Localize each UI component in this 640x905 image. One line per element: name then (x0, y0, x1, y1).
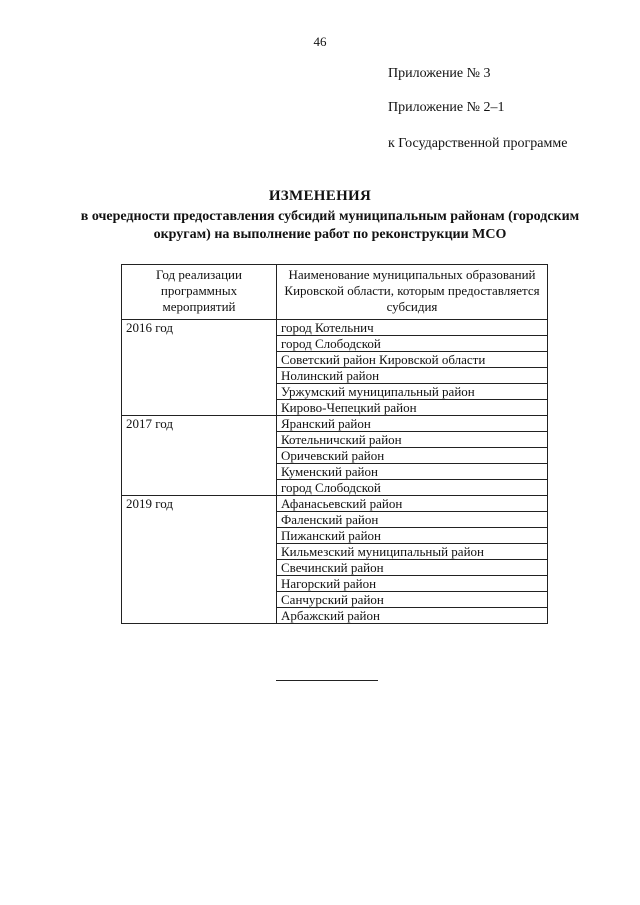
district-cell: Котельничский район (277, 432, 548, 448)
table-header-row (122, 265, 548, 320)
year-column-header: Год реализации программных мероприятий (122, 265, 277, 320)
appendix-line-1: Приложение № 3 (388, 66, 491, 81)
district-cell: Афанасьевский район (277, 496, 548, 512)
table-body (122, 320, 548, 624)
bottom-divider-line (276, 680, 378, 681)
district-cell: Советский район Кировской области (277, 352, 548, 368)
district-cell: Нагорский район (277, 576, 548, 592)
district-cell: Кирово-Чепецкий район (277, 400, 548, 416)
appendix-line-3: к Государственной программе (388, 136, 568, 151)
appendix-line-2: Приложение № 2–1 (388, 100, 505, 115)
district-cell: Нолинский район (277, 368, 548, 384)
district-cell: Арбажский район (277, 608, 548, 624)
district-cell: Санчурский район (277, 592, 548, 608)
table-row (122, 320, 548, 336)
document-subtitle: в очередности предоставления субсидий муниципальным районам (городским округам) на выполнение работ по реконструкции МСО (80, 209, 580, 242)
district-cell: город Слободской (277, 336, 548, 352)
district-cell: Фаленский район (277, 512, 548, 528)
district-cell: Яранский район (277, 416, 548, 432)
district-cell: Куменский район (277, 464, 548, 480)
district-cell: Пижанский район (277, 528, 548, 544)
year-cell: 2019 год (122, 496, 277, 624)
document-title: ИЗМЕНЕНИЯ (268, 188, 372, 204)
table-row (122, 496, 548, 512)
year-cell: 2017 год (122, 416, 277, 496)
district-cell: Свечинский район (277, 560, 548, 576)
district-cell: город Котельнич (277, 320, 548, 336)
district-cell: Уржумский муниципальный район (277, 384, 548, 400)
table-row (122, 416, 548, 432)
district-cell: Оричевский район (277, 448, 548, 464)
district-cell: город Слободской (277, 480, 548, 496)
year-cell: 2016 год (122, 320, 277, 416)
subsidy-table (121, 264, 548, 624)
district-column-header: Наименование муниципальных образований Кировской области, которым предоставляется субсидия (277, 265, 548, 320)
page-number: 46 (313, 34, 327, 49)
district-cell: Кильмезский муниципальный район (277, 544, 548, 560)
